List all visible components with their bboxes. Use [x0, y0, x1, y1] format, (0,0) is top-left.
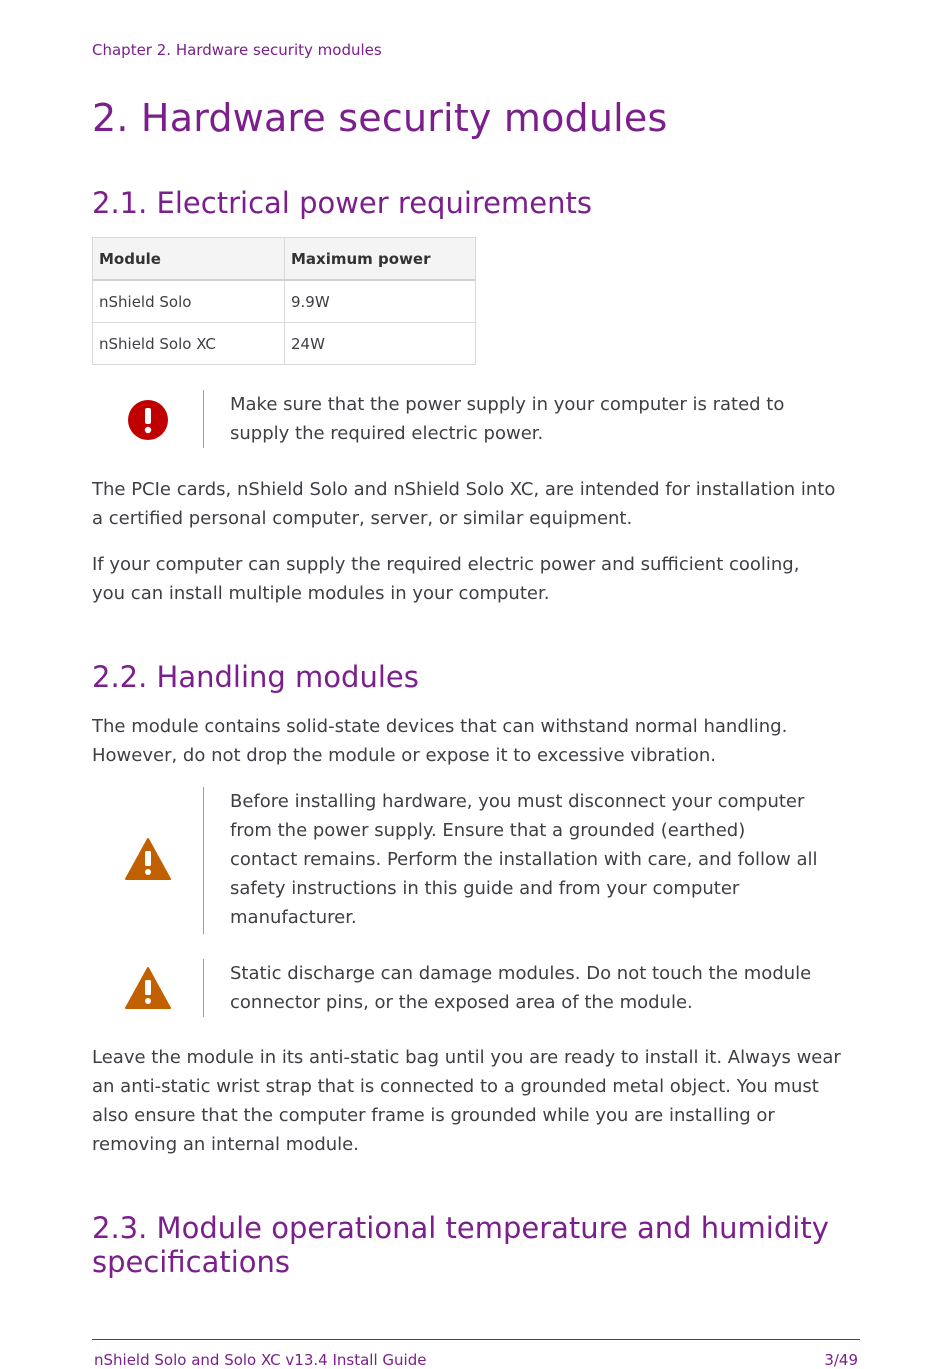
- exclamation-circle-icon: [124, 396, 172, 444]
- paragraph: Leave the module in its anti-static bag until you are ready to install it. Always wear an anti-static wrist strap that is connected to a grounded metal object. You must also ensure that the computer frame is grounded while you are installing or removing an internal module.: [92, 1047, 841, 1155]
- warning-text: Before installing hardware, you must disconnect your computer from the power supply. Ensure that a grounded (earthed) contact remains. Perform the installation with care, and follow all safety instructions in this guide and from your computer manufacturer.: [230, 791, 818, 928]
- section-heading-handling: 2.2. Handling modules: [92, 660, 419, 694]
- table-cell: 9.9W: [285, 280, 476, 323]
- warning-triangle-icon: [124, 964, 172, 1012]
- chapter-title: 2. Hardware security modules: [92, 96, 668, 140]
- important-note-text: Make sure that the power supply in your computer is rated to supply the required electric power.: [230, 394, 785, 444]
- footer-divider: [92, 1339, 860, 1340]
- table-cell: nShield Solo: [93, 280, 285, 323]
- table-cell: 24W: [285, 323, 476, 365]
- table-header-max-power: Maximum power: [285, 238, 476, 281]
- warning-triangle-icon: [124, 835, 172, 883]
- warning-text: Static discharge can damage modules. Do not touch the module connector pins, or the exposed area of the module.: [230, 963, 812, 1013]
- section-heading-temperature: 2.3. Module operational temperature and humidity specifications: [92, 1211, 829, 1279]
- admonition-rule: [203, 959, 204, 1017]
- running-header: Chapter 2. Hardware security modules: [92, 41, 382, 59]
- paragraph: If your computer can supply the required electric power and sufficient cooling, you can install multiple modules in your computer.: [92, 554, 800, 604]
- document-page: [92, 0, 860, 1369]
- table-header-module: Module: [93, 238, 285, 281]
- table-cell: nShield Solo XC: [93, 323, 285, 365]
- admonition-rule: [203, 390, 204, 448]
- footer-title: nShield Solo and Solo XC v13.4 Install Guide: [94, 1351, 427, 1369]
- paragraph: The PCIe cards, nShield Solo and nShield Solo XC, are intended for installation into a certified personal computer, server, or similar equipment.: [92, 479, 836, 529]
- admonition-rule: [203, 787, 204, 934]
- section-heading-power: 2.1. Electrical power requirements: [92, 186, 592, 220]
- table-row: [93, 323, 476, 365]
- paragraph: The module contains solid-state devices that can withstand normal handling. However, do not drop the module or expose it to excessive vibration.: [92, 716, 788, 766]
- table-header-row: [93, 238, 476, 281]
- important-admonition: [92, 390, 860, 448]
- page-number: 3/49: [824, 1351, 858, 1369]
- table-row: [93, 280, 476, 323]
- power-table: [92, 237, 476, 365]
- warning-admonition: [92, 959, 860, 1017]
- warning-admonition: [92, 787, 860, 934]
